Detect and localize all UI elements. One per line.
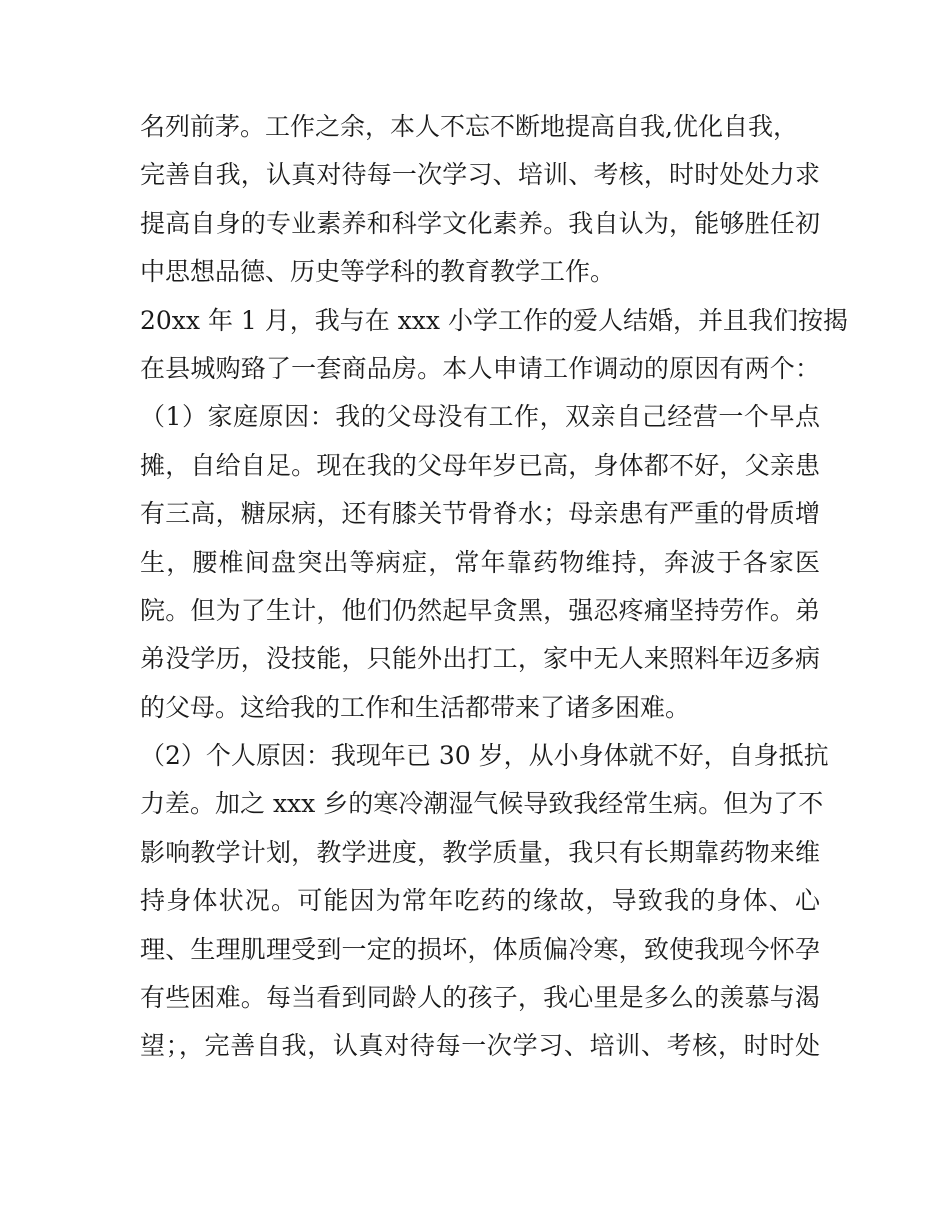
text-line: 提高自身的专业素养和科学文化素养。我自认为，能够胜任初: [140, 208, 820, 238]
text-line: 中思想品德、历史等学科的教育教学工作。: [140, 257, 616, 287]
text-line: 力差。加之 xxx 乡的寒冷潮湿气候导致我经常生病。但为了不: [140, 789, 824, 819]
text-line: 望；，完善自我，认真对待每一次学习、培训、考核，时时处: [140, 1031, 820, 1061]
text-line: （1）家庭原因：我的父母没有工作，双亲自己经营一个早点: [140, 402, 820, 432]
text-line: 的父母。这给我的工作和生活都带来了诸多困难。: [140, 692, 691, 722]
text-line: 影响教学计划，教学进度，教学质量，我只有长期靠药物来维: [140, 837, 820, 867]
text-line: 生，腰椎间盘突出等病症，常年靠药物维持，奔波于各家医: [140, 547, 820, 577]
text-line: 弟没学历，没技能，只能外出打工，家中无人来照料年迈多病: [140, 644, 820, 674]
text-line: 院。但为了生计，他们仍然起早贪黑，强忍疼痛坚持劳作。弟: [140, 595, 820, 625]
text-line: 理、生理肌理受到一定的损坏，体质偏冷寒，致使我现今怀孕: [140, 934, 820, 964]
text-line: 持身体状况。可能因为常年吃药的缘故，导致我的身体、心: [140, 886, 820, 916]
text-line: 名列前茅。工作之余，本人不忘不断地提高自我,优化自我，: [140, 112, 798, 141]
text-line: （2）个人原因：我现年已 30 岁，从小身体就不好，自身抵抗: [140, 741, 829, 771]
text-line: 20xx 年 1 月，我与在 xxx 小学工作的爱人结婚，并且我们按揭: [140, 305, 848, 335]
text-line: 完善自我，认真对待每一次学习、培训、考核，时时处处力求: [140, 160, 820, 190]
text-line: 摊，自给自足。现在我的父母年岁已高，身体都不好，父亲患: [140, 450, 820, 480]
text-line: 在县城购臵了一套商品房。本人申请工作调动的原因有两个：: [140, 353, 820, 383]
text-line: 有些困难。每当看到同龄人的孩子，我心里是多么的羡慕与渴: [140, 983, 820, 1013]
body-text: [140, 103, 848, 1071]
text-line: 有三高，糖尿病，还有膝关节骨脊水；母亲患有严重的骨质增: [140, 499, 820, 529]
